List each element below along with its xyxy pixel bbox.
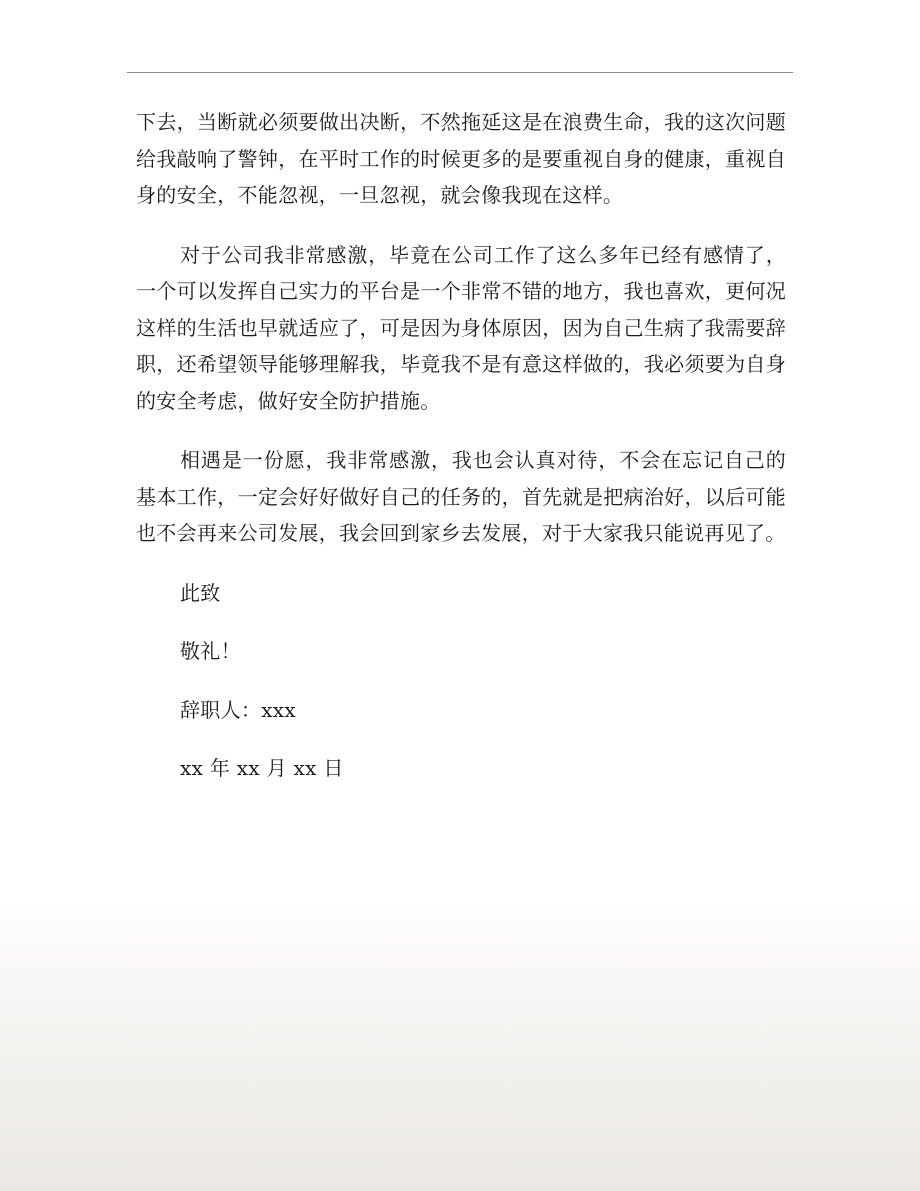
paragraph-farewell: 相遇是一份愿，我非常感激，我也会认真对待，不会在忘记自己的基本工作，一定会好好做好自己的任务的，首先就是把病治好，以后可能也不会再来公司发展，我会回到家乡去发展，对于大家我只能说再见了。 [136,448,786,545]
signer-line: 辞职人：xxx [180,697,296,722]
header-divider [127,72,793,73]
paragraph-continuation: 下去，当断就必须要做出决断，不然拖延这是在浪费生命，我的这次问题给我敲响了警钟，在平时工作的时候更多的是要重视自身的健康，重视自身的安全，不能忽视，一旦忽视，就会像我现在这样。 [136,110,786,207]
paragraph-gratitude: 对于公司我非常感激，毕竟在公司工作了这么多年已经有感情了，一个可以发挥自己实力的平台是一个非常不错的地方，我也喜欢，更何况这样的生活也早就适应了，可是因为身体原因，因为自己生病了我需要辞职，还希望领导能够理解我，毕竟我不是有意这样做的，我必须要为自身的安全考虑，做好安全防护措施。 [136,242,786,413]
closing-regards: 敬礼！ [180,639,241,663]
letter-body [136,104,786,787]
date-line: xx 年 xx 月 xx 日 [180,756,344,780]
closing-salutation: 此致 [180,580,221,605]
